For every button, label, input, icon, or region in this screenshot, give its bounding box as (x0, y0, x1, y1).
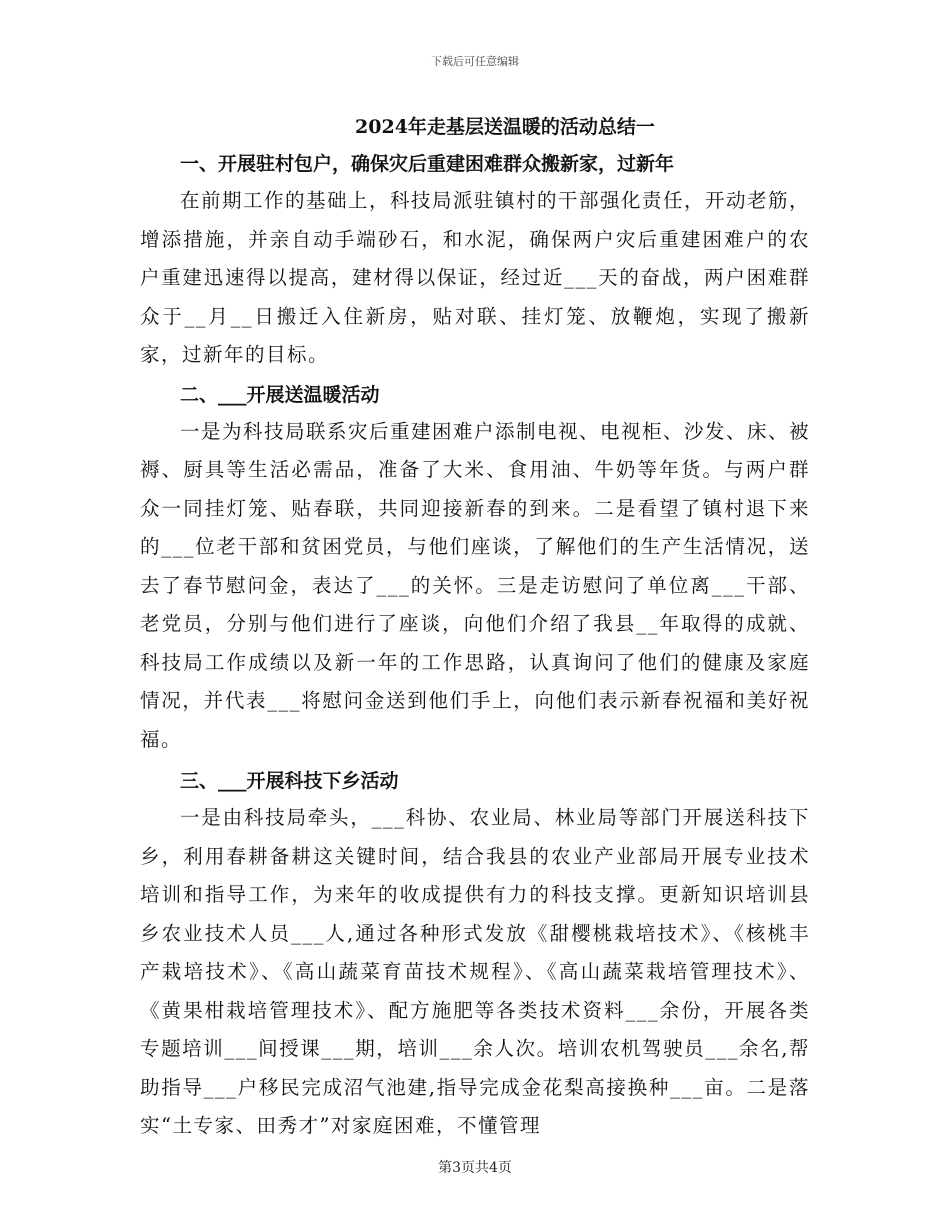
section-1 (140, 146, 810, 375)
section-heading: 二、___开展送温暖活动 (180, 383, 380, 406)
section-2 (140, 377, 810, 760)
page-header-note: 下载后可任意编辑 (431, 55, 519, 68)
section-paragraph: 一是为科技局联系灾后重建困难户添制电视、电视柜、沙发、床、被褥、厨具等生活必需品，准备了大米、食用油、牛奶等年货。与两户群众一同挂灯笼、贴春联，共同迎接新春的到来。二是看望了镇村退下来的___位老干部和贫困党员，与他们座谈，了解他们的生产生活情况，送去了春节慰问金，表达了___的关怀。三是走访慰问了单位离___干部、老党员，分别与他们进行了座谈，向他们介绍了我县__年取得的成就、科技局工作成绩以及新一年的工作思路，认真询问了他们的健康及家庭情况，并代表___将慰问金送到他们手上，向他们表示新春祝福和美好祝福。 (140, 419, 811, 751)
document-body (140, 110, 810, 1146)
document-title: 2024年走基层送温暖的活动总结一 (355, 116, 655, 138)
section-heading: 三、___开展科技下乡活动 (180, 770, 399, 792)
page-number: 第3页共4页 (438, 1160, 512, 1176)
section-heading: 一、开展驻村包户，确保灾后重建困难群众搬新家，过新年 (180, 153, 675, 175)
section-paragraph: 在前期工作的基础上，科技局派驻镇村的干部强化责任，开动老筋，增添措施，并亲自动手端砂石，和水泥，确保两户灾后重建困难户的农户重建迅速得以提高，建材得以保证，经过近___天的奋战，两户困难群众于__月__日搬迁入住新房，贴对联、挂灯笼、放鞭炮，实现了搬新家，过新年的目标。 (140, 189, 811, 366)
section-3 (140, 763, 810, 1146)
section-paragraph: 一是由科技局牵头，___科协、农业局、林业局等部门开展送科技下乡，利用春耕备耕这关键时间，结合我县的农业产业部局开展专业技术培训和指导工作，为来年的收成提供有力的科技支撑。更新知识培训县乡农业技术人员___人,通过各种形式发放《甜樱桃栽培技术》、《核桃丰产栽培技术》、《高山蔬菜育苗技术规程》、《高山蔬菜栽培管理技术》、《黄果柑栽培管理技术》、配方施肥等各类技术资料___余份，开展各类专题培训___间授课___期，培训___余人次。培训农机驾驶员___余名,帮助指导___户移民完成沼气池建,指导完成金花梨高接换种___亩。二是落实“土专家、田秀才”对家庭困难，不懂管理 (140, 806, 810, 1137)
